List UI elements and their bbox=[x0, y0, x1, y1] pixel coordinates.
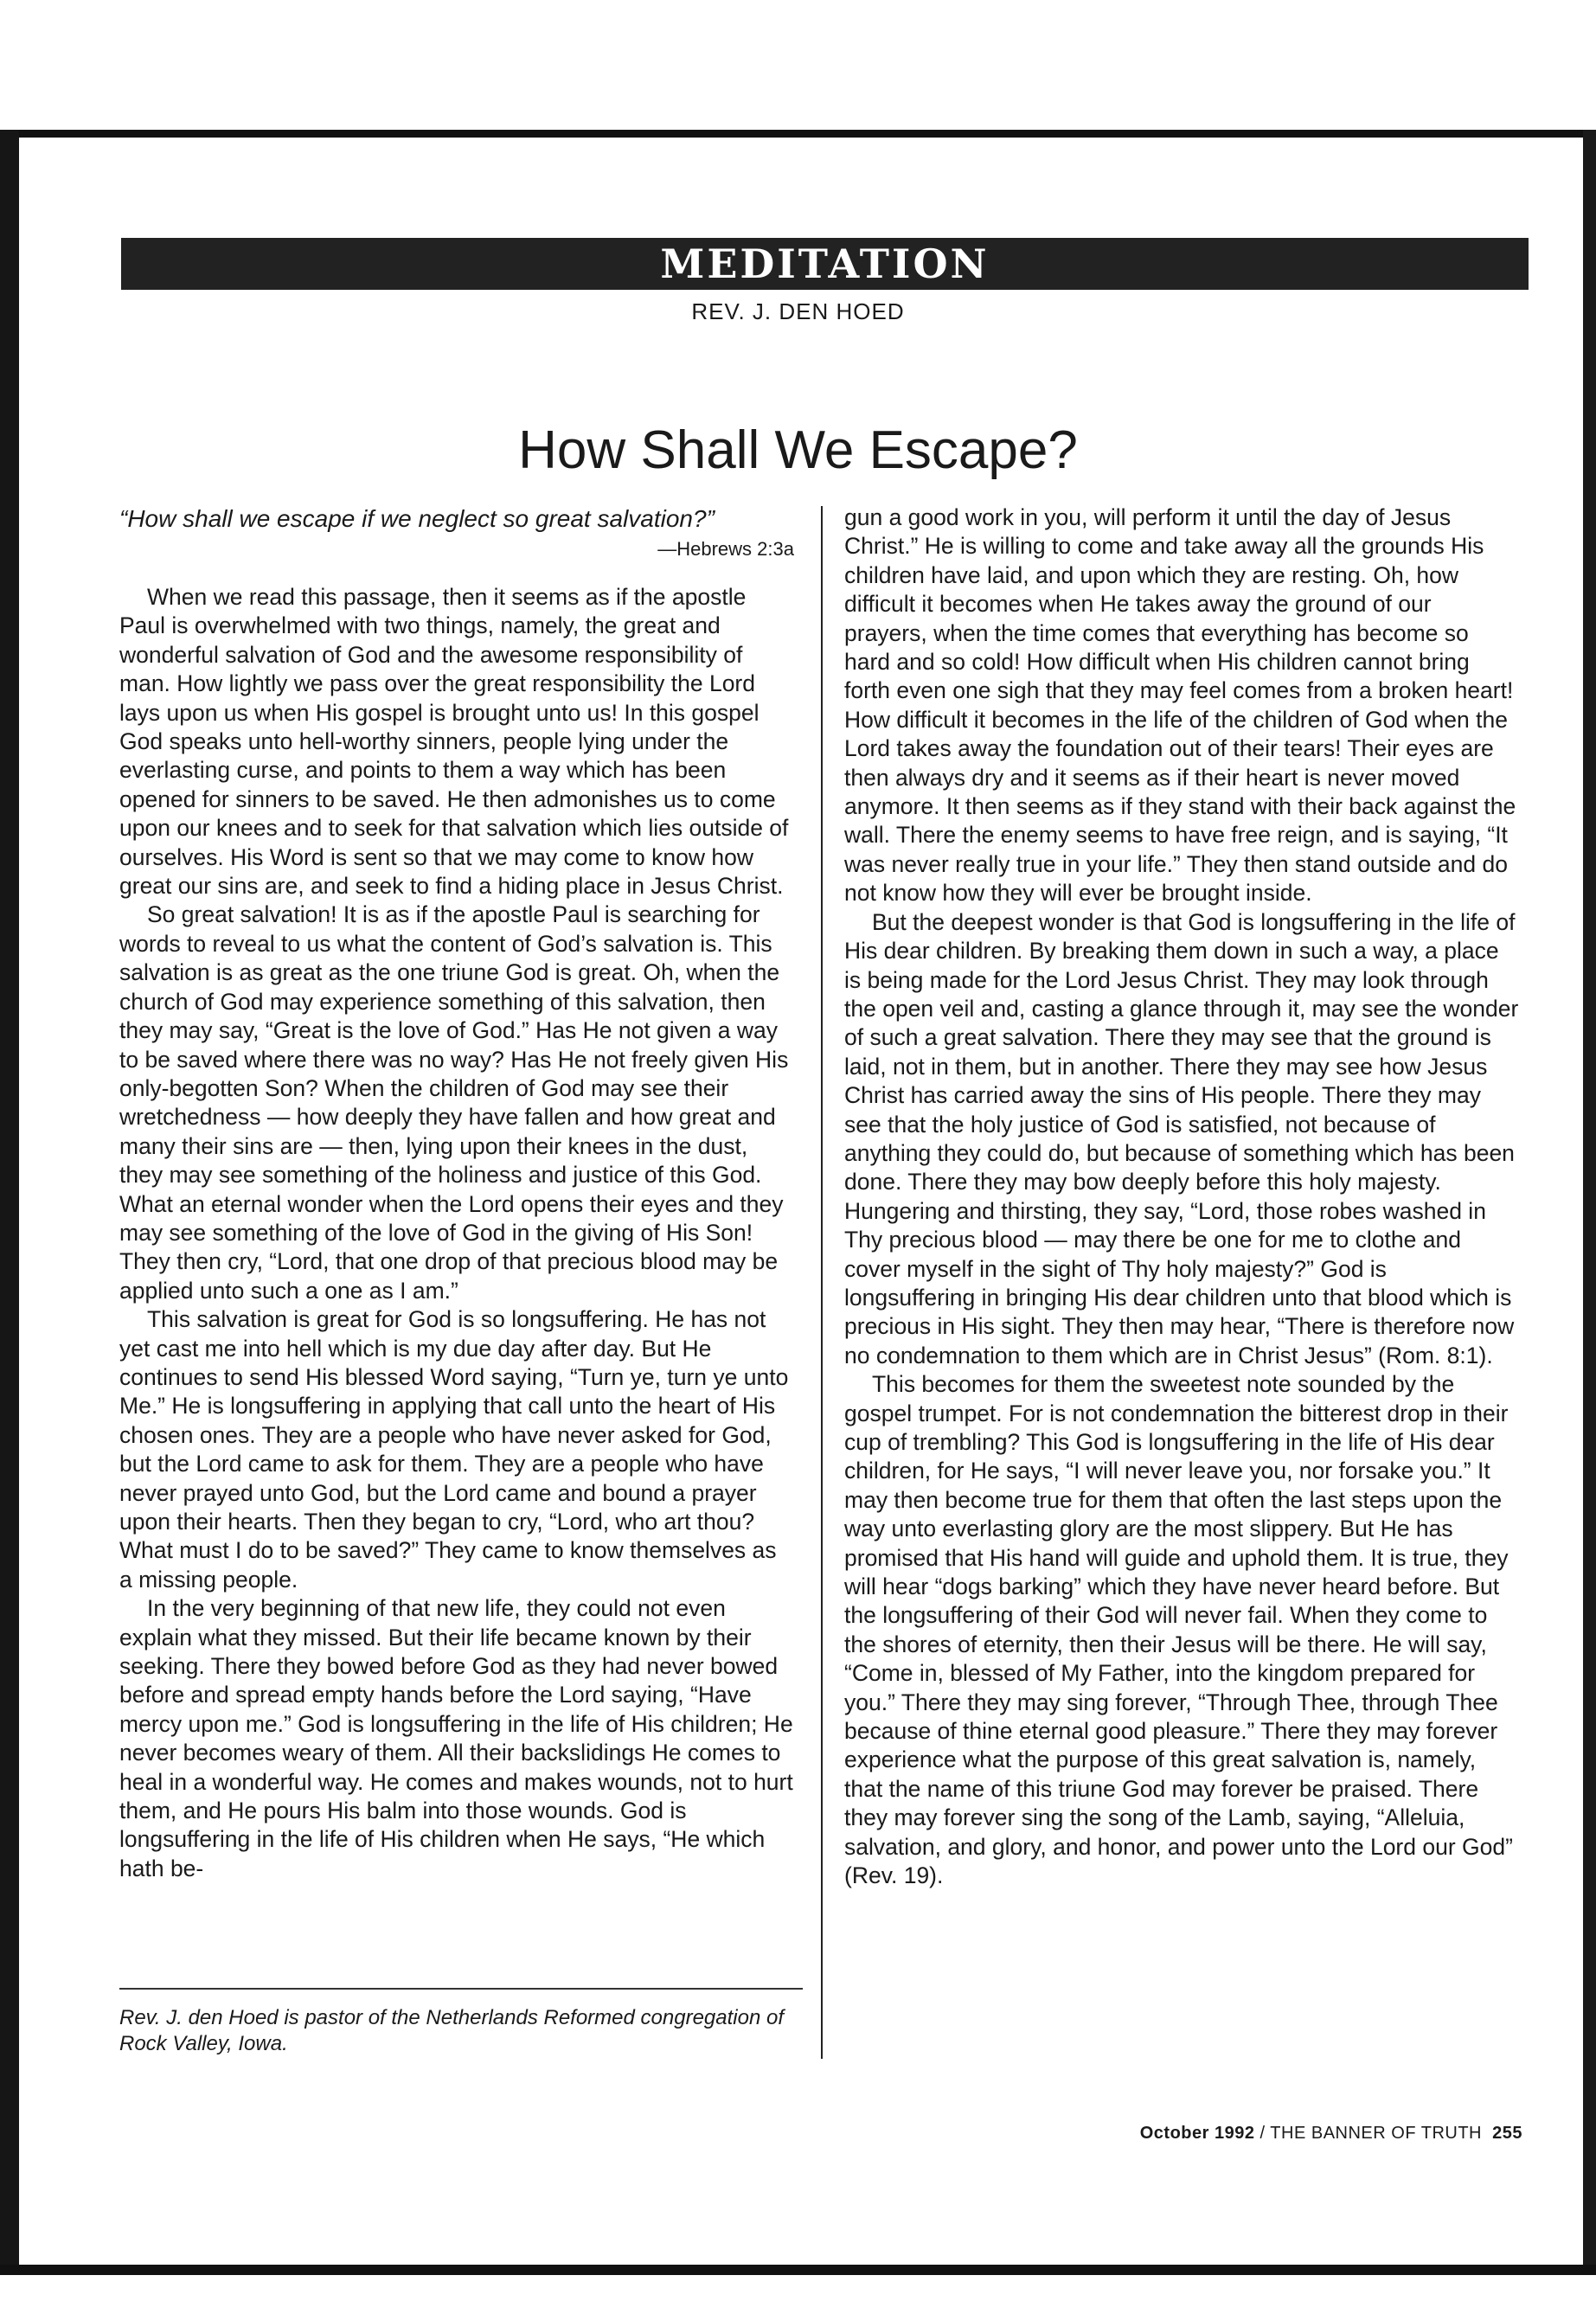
epigraph: “How shall we escape if we neglect so great salvation?” bbox=[119, 505, 715, 532]
scan-edge-top bbox=[0, 130, 1596, 138]
paragraph: gun a good work in you, will perform it until the day of Jesus Christ.” He is willing to come and take away all the grounds His children have laid, and upon which they are resting. Oh, how difficult it becomes when He takes away the ground of our prayers, when the time comes that everything has become so hard and so cold! How difficult when His children cannot bring forth even one sigh that they may feel comes from a broken heart! How difficult it becomes in the life of the children of God when the Lord takes away the foundation out of their tears! Their eyes are then always dry and it seems as if their heart is never moved anymore. It then seems as if they stand with their back against the wall. There the enemy seems to have free reign, and is saying, “It was never really true in your life.” They then stand outside and do not know how they will ever be brought inside. bbox=[844, 504, 1516, 907]
author-footnote: Rev. J. den Hoed is pastor of the Netherlands Reformed congregation of Rock Valley, Iowa. bbox=[119, 2006, 784, 2055]
scan-edge-bottom bbox=[0, 2265, 1596, 2275]
paragraph: In the very beginning of that new life, they could not even explain what they missed. But their life became known by their seeking. There they bowed before God as they had never bowed before and spread empty hands before the Lord saying, “Have mercy upon me.” God is longsuffering in the life of His children; He never becomes weary of them. All their backslidings He comes to heal in a wonderful way. He comes and makes wounds, not to hurt them, and He pours His balm into those wounds. God is longsuffering in the life of His children when He says, “He which hath be- bbox=[119, 1595, 793, 1881]
author-line: REV. J. DEN HOED bbox=[691, 298, 905, 324]
paragraph: This becomes for them the sweetest note sounded by the gospel trumpet. For is not condemnation the bitterest drop in their cup of trembling? This God is longsuffering in the life of His dear children, for He says, “I will never leave you, nor forsake you.” It may then become true for them that often the last steps upon the way unto everlasting glory are the most slippery. But He has promised that His hand will guide and uphold them. It is true, they will hear “dogs barking” which they have never heard before. But the longsuffering of their God will never fail. When they come to the shores of eternity, then their Jesus will be there. He will say, “Come in, blessed of My Father, into the kingdom prepared for you.” There they may sing forever, “Through Thee, through Thee because of thine eternal good pleasure.” There they may forever experience what the purpose of this great salvation is, namely, that the name of this triune God may forever be praised. There they may forever sing the song of the Lamb, saying, “Alleluia, salvation, and glory, and honor, and power unto the Lord our God” (Rev. 19). bbox=[844, 1371, 1513, 1889]
right-column bbox=[844, 503, 1519, 1891]
article-title: How Shall We Escape? bbox=[518, 420, 1078, 480]
section-title: MEDITATION bbox=[660, 240, 990, 287]
footer-date: October 1992 bbox=[1139, 2124, 1255, 2143]
left-column bbox=[119, 503, 794, 1883]
page-number: 255 bbox=[1492, 2124, 1522, 2143]
paragraph: This salvation is great for God is so longsuffering. He has not yet cast me into hell which is my due day after day. But He continues to send His blessed Word saying, “Turn ye, turn ye unto Me.” He is longsuffering in applying that call unto the heart of His chosen ones. They are a people who have never asked for God, but the Lord came to ask for them. They are a people who have never prayed unto God, but the Lord came and bound a prayer upon their hearts. Then they began to cry, “Lord, who art thou? What must I do to be saved?” They came to know themselves as a missing people. bbox=[119, 1306, 789, 1593]
column-divider bbox=[821, 506, 823, 2059]
paragraph: When we read this passage, then it seems as if the apostle Paul is overwhelmed with two things, namely, the great and wonderful salvation of God and the awesome responsibility of man. How lightly we pass over the great responsibility the Lord lays upon us when His gospel is brought unto us! In this gospel God speaks unto hell-worthy sinners, people lying under the everlasting curse, and points to them a way which has been opened for sinners to be saved. He then admonishes us to come upon our knees and to seek for that salvation which lies outside of ourselves. His Word is sent so that we may come to know how great our sins are, and seek to find a hiding place in Jesus Christ. bbox=[119, 584, 789, 900]
footnote-rule bbox=[119, 1988, 803, 1990]
footer-separator: / bbox=[1254, 2124, 1271, 2143]
epigraph-source: —Hebrews 2:3a bbox=[657, 538, 794, 560]
paragraph: But the deepest wonder is that God is longsuffering in the life of His dear children. By breaking them down in such a way, a place is being made for the Lord Jesus Christ. They may look through the open veil and, casting a glance through it, may see the wonder of such a great salvation. There they may see that the ground is laid, not in them, but in another. There they may see how Jesus Christ has carried away the sins of His people. There they may see that the holy justice of God is satisfied, not because of anything they could do, but because of something which has been done. There they may bow deeply before this holy majesty. Hungering and thirsting, they say, “Lord, those robes washed in Thy precious blood — may there be one for me to clothe and cover myself in the sight of Thy holy majesty?” God is longsuffering in bringing His dear children unto that blood which is precious in His sight. They then may hear, “There is therefore now no condemnation to them which are in Christ Jesus” (Rom. 8:1). bbox=[844, 908, 1519, 1368]
paragraph: So great salvation! It is as if the apostle Paul is searching for words to reveal to us what the content of God’s salvation is. This salvation is as great as the one triune God is great. Oh, when the church of God may experience something of this salvation, then they may say, “Great is the love of God.” Has He not given a way to be saved where there was no way? Has He not freely given His only-begotten Son? When the children of God may see their wretchedness — how deeply they have fallen and how great and many their sins are — then, lying upon their knees in the dust, they may see something of the holiness and justice of this God. What an eternal wonder when the Lord opens their eyes and they may see something of the love of God in the giving of His Son! They then cry, “Lord, that one drop of that precious blood may be applied unto such a one as I am.” bbox=[119, 901, 789, 1304]
section-banner bbox=[121, 238, 1529, 290]
footer-publication: THE BANNER OF TRUTH bbox=[1270, 2124, 1482, 2143]
page-footer bbox=[1099, 2124, 1522, 2144]
